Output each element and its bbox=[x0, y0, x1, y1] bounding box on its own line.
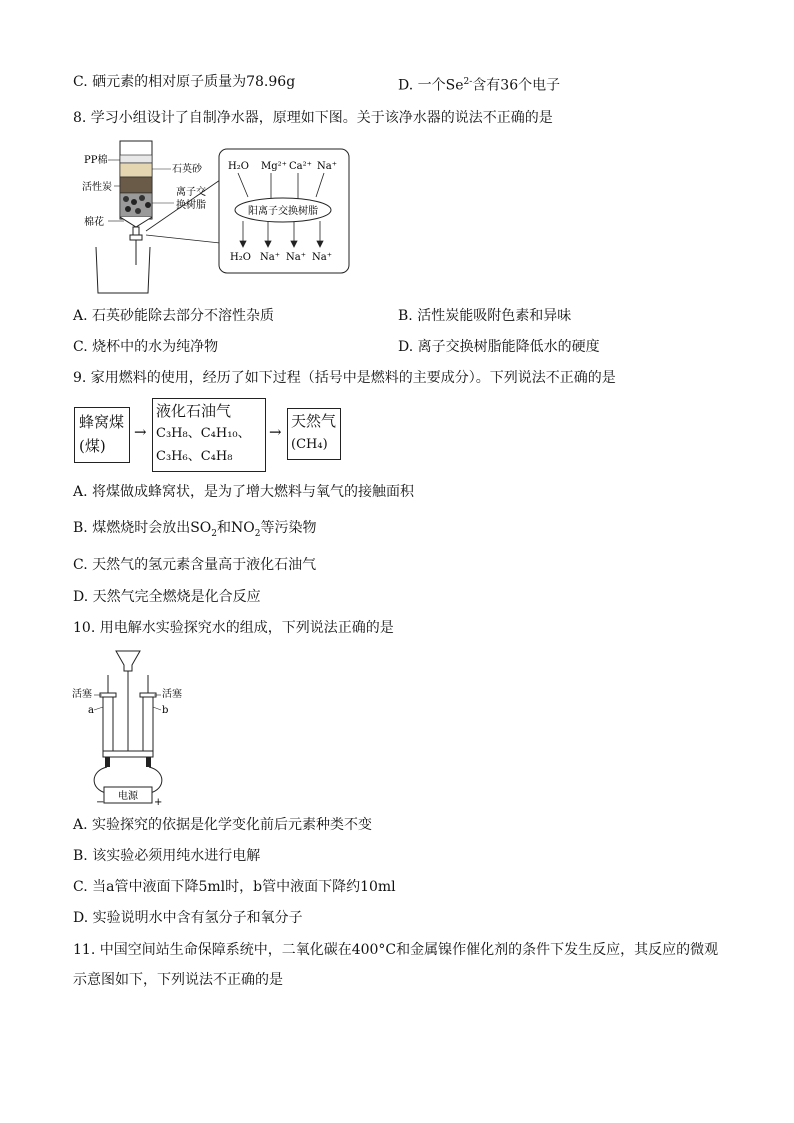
bottom-ion-2: Na⁺ bbox=[260, 252, 280, 263]
valve-right-label: 活塞 bbox=[162, 689, 182, 700]
bottom-ion-3: Na⁺ bbox=[286, 252, 306, 263]
bottom-ion-1: H₂O bbox=[230, 252, 251, 263]
q10-option-a: A. 实验探究的依据是化学变化前后元素种类不变 bbox=[73, 817, 373, 833]
electrolysis-figure bbox=[70, 645, 190, 807]
q7-option-d: D. 一个$Se^{2-}$含有36个电子 bbox=[398, 77, 561, 94]
power-label: 电源 bbox=[118, 791, 138, 802]
q7-option-c: C. 硒元素的相对原子质量为78.96g bbox=[73, 74, 296, 90]
q9-stem: 9. 家用燃料的使用，经历了如下过程（括号中是燃料的主要成分）。下列说法不正确的是 bbox=[73, 370, 616, 386]
q10-stem: 10. 用电解水实验探究水的组成，下列说法正确的是 bbox=[73, 620, 394, 636]
pos-terminal: + bbox=[154, 797, 163, 807]
cation-resin-label: 阳离子交换树脂 bbox=[248, 206, 318, 217]
valve-left-label: 活塞 bbox=[72, 689, 92, 700]
q9-option-a: A. 将煤做成蜂窝状，是为了增大燃料与氧气的接触面积 bbox=[73, 484, 415, 500]
q10-option-d: D. 实验说明水中含有氢分子和氧分子 bbox=[73, 910, 303, 926]
top-ion-4: Na⁺ bbox=[317, 161, 337, 172]
tube-b-label: b bbox=[162, 705, 169, 716]
neg-terminal: − bbox=[96, 797, 105, 807]
top-ion-3: Ca²⁺ bbox=[289, 161, 312, 172]
q11-stem-line-2: 示意图如下，下列说法不正确的是 bbox=[73, 972, 283, 988]
quartz-label: 石英砂 bbox=[172, 164, 202, 175]
q8-option-b: B. 活性炭能吸附色素和异味 bbox=[398, 308, 572, 324]
tube-a-label: a bbox=[88, 705, 94, 716]
bottom-ion-4: Na⁺ bbox=[312, 252, 332, 263]
water-purifier-figure bbox=[78, 135, 358, 295]
fuel-box-natural-gas: 天然气 (CH₄) bbox=[287, 408, 341, 460]
q8-stem: 8. 学习小组设计了自制净水器，原理如下图。关于该净水器的说法不正确的是 bbox=[73, 110, 553, 126]
q9-option-b: B. 煤燃烧时会放出$SO_2$和$NO_2$等污染物 bbox=[73, 520, 317, 539]
q9-option-c: C. 天然气的氢元素含量高于液化石油气 bbox=[73, 557, 317, 573]
arrow-2: → bbox=[269, 423, 282, 441]
fuel-box-lpg: 液化石油气 C₃H₈、C₄H₁₀、 C₃H₆、C₄H₈ bbox=[152, 398, 266, 472]
q8-option-d: D. 离子交换树脂能降低水的硬度 bbox=[398, 339, 600, 355]
fuel-box-coal: 蜂窝煤 (煤) bbox=[74, 407, 130, 463]
q8-option-a: A. 石英砂能除去部分不溶性杂质 bbox=[73, 308, 275, 324]
top-ion-1: H₂O bbox=[228, 161, 249, 172]
carbon-label: 活性炭 bbox=[82, 182, 112, 193]
q10-option-c: C. 当a管中液面下降5ml时，b管中液面下降约10ml bbox=[73, 879, 396, 895]
resin-label-1: 离子交 bbox=[176, 187, 206, 198]
cotton-label: 棉花 bbox=[84, 217, 104, 228]
q10-option-b: B. 该实验必须用纯水进行电解 bbox=[73, 848, 261, 864]
arrow-1: → bbox=[134, 423, 147, 441]
q11-stem-line-1: 11. 中国空间站生命保障系统中，二氧化碳在400°C和金属镍作催化剂的条件下发生反应，其反应的微观 bbox=[73, 942, 719, 958]
q8-option-c: C. 烧杯中的水为纯净物 bbox=[73, 339, 219, 355]
pp-cotton-label: PP棉 bbox=[84, 155, 108, 166]
resin-label-2: 换树脂 bbox=[176, 200, 206, 211]
q9-option-d: D. 天然气完全燃烧是化合反应 bbox=[73, 589, 261, 605]
top-ion-2: Mg²⁺ bbox=[261, 161, 287, 172]
